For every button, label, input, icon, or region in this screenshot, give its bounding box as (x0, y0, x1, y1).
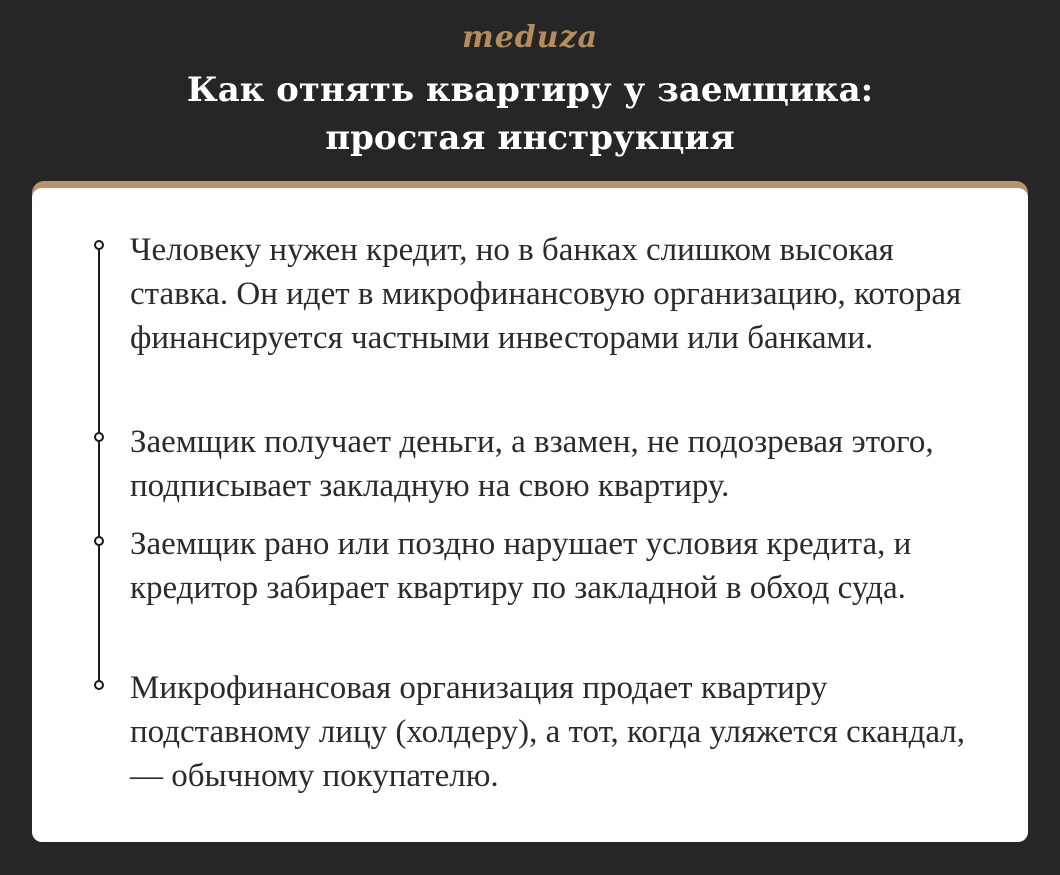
title-line-1: Как отнять квартиру у заемщика: (186, 70, 874, 110)
page-title (0, 66, 1060, 162)
step-3: Заемщик рано или поздно нарушает условия кредита, и кредитор забирает квартиру по закладной в обход суда. (130, 526, 912, 606)
step-1: Человеку нужен кредит, но в банках слишком высокая ставка. Он идет в микрофинансовую организацию, которая финансируется частными инвесторами или банками. (130, 232, 962, 356)
timeline-dot-2 (94, 432, 104, 442)
meduza-logo: meduza (461, 20, 599, 55)
timeline-dot-1 (94, 240, 104, 250)
timeline-line (98, 248, 100, 688)
timeline-dot-3 (94, 536, 104, 546)
timeline-dot-4 (94, 680, 104, 690)
step-4: Микрофинансовая организация продает квартиру подставному лицу (холдеру), а тот, когда уляжется скандал, — обычному покупателю. (130, 670, 966, 794)
title-line-2: простая инструкция (325, 118, 735, 158)
step-2: Заемщик получает деньги, а взамен, не подозревая этого, подписывает закладную на свою квартиру. (130, 424, 934, 504)
